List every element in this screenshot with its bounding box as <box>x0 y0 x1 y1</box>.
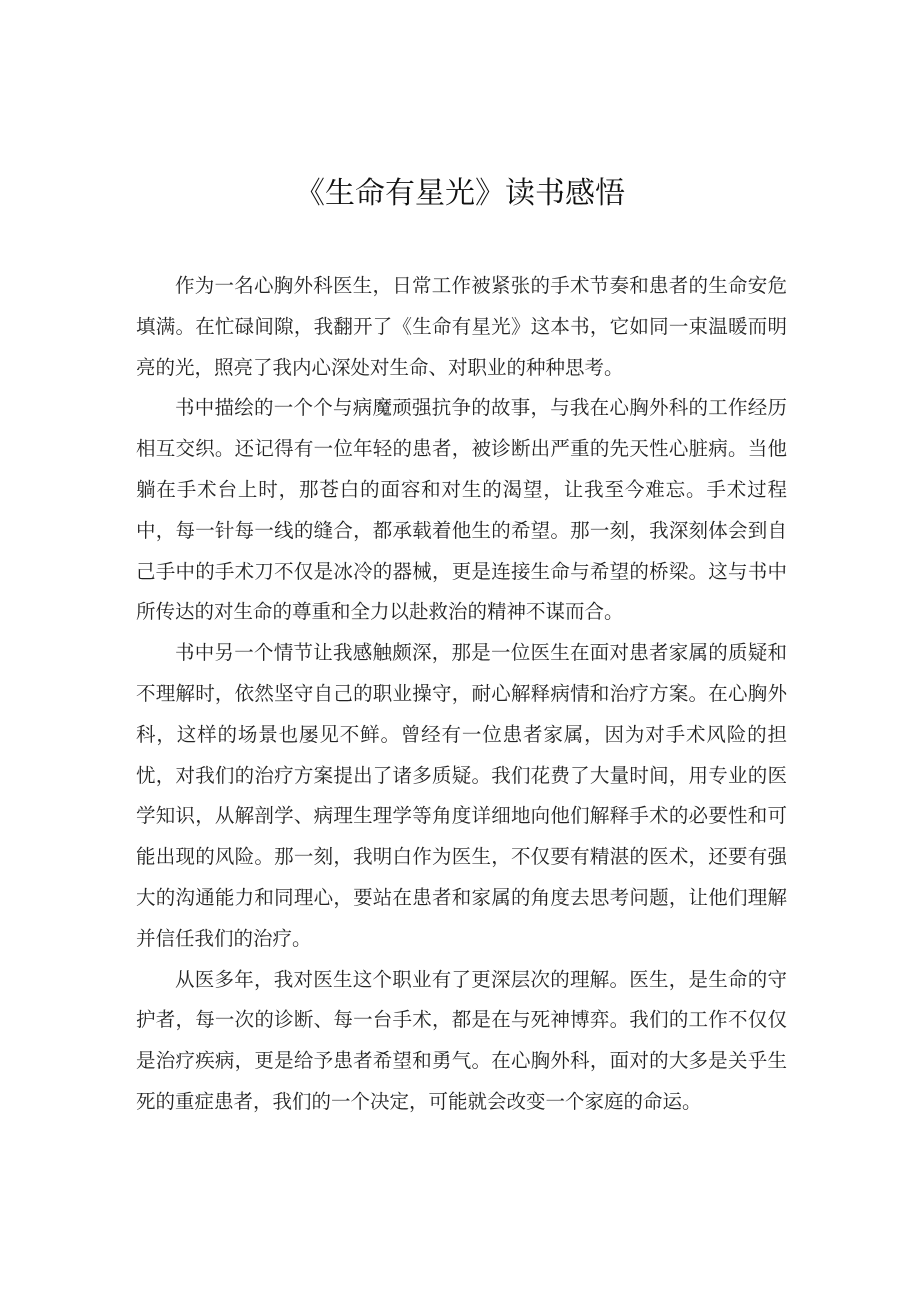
document-title: 《生命有星光》读书感悟 <box>295 176 625 211</box>
paragraph-4: 从医多年，我对医生这个职业有了更深层次的理解。医生，是生命的守护者，每一次的诊断、每一台手术，都是在与死神博弈。我们的工作不仅仅是治疗疾病，更是给予患者希望和勇气。在心胸外科，面对的大多是关乎生死的重症患者，我们的一个决定，可能就会改变一个家庭的命运。 <box>136 967 787 1113</box>
paragraph-3: 书中另一个情节让我感触颇深，那是一位医生在面对患者家属的质疑和不理解时，依然坚守自己的职业操守，耐心解释病情和治疗方案。在心胸外科，这样的场景也屡见不鲜。曾经有一位患者家属，因为对手术风险的担忧，对我们的治疗方案提出了诸多质疑。我们花费了大量时间，用专业的医学知识，从解剖学、病理生理学等角度详细地向他们解释手术的必要性和可能出现的风险。那一刻，我明白作为医生，不仅要有精湛的医术，还要有强大的沟通能力和同理心，要站在患者和家属的角度去思考问题，让他们理解并信任我们的治疗。 <box>136 641 787 950</box>
paragraph-2: 书中描绘的一个个与病魔顽强抗争的故事，与我在心胸外科的工作经历相互交织。还记得有一位年轻的患者，被诊断出严重的先天性心脏病。当他躺在手术台上时，那苍白的面容和对生的渴望，让我至今难忘。手术过程中，每一针每一线的缝合，都承载着他生的希望。那一刻，我深刻体会到自己手中的手术刀不仅是冰冷的器械，更是连接生命与希望的桥梁。这与书中所传达的对生命的尊重和全力以赴救治的精神不谋而合。 <box>136 396 787 624</box>
document-body <box>136 266 787 1123</box>
paragraph-1: 作为一名心胸外科医生，日常工作被紧张的手术节奏和患者的生命安危填满。在忙碌间隙，我翻开了《生命有星光》这本书，它如同一束温暖而明亮的光，照亮了我内心深处对生命、对职业的种种思考。 <box>136 274 787 379</box>
